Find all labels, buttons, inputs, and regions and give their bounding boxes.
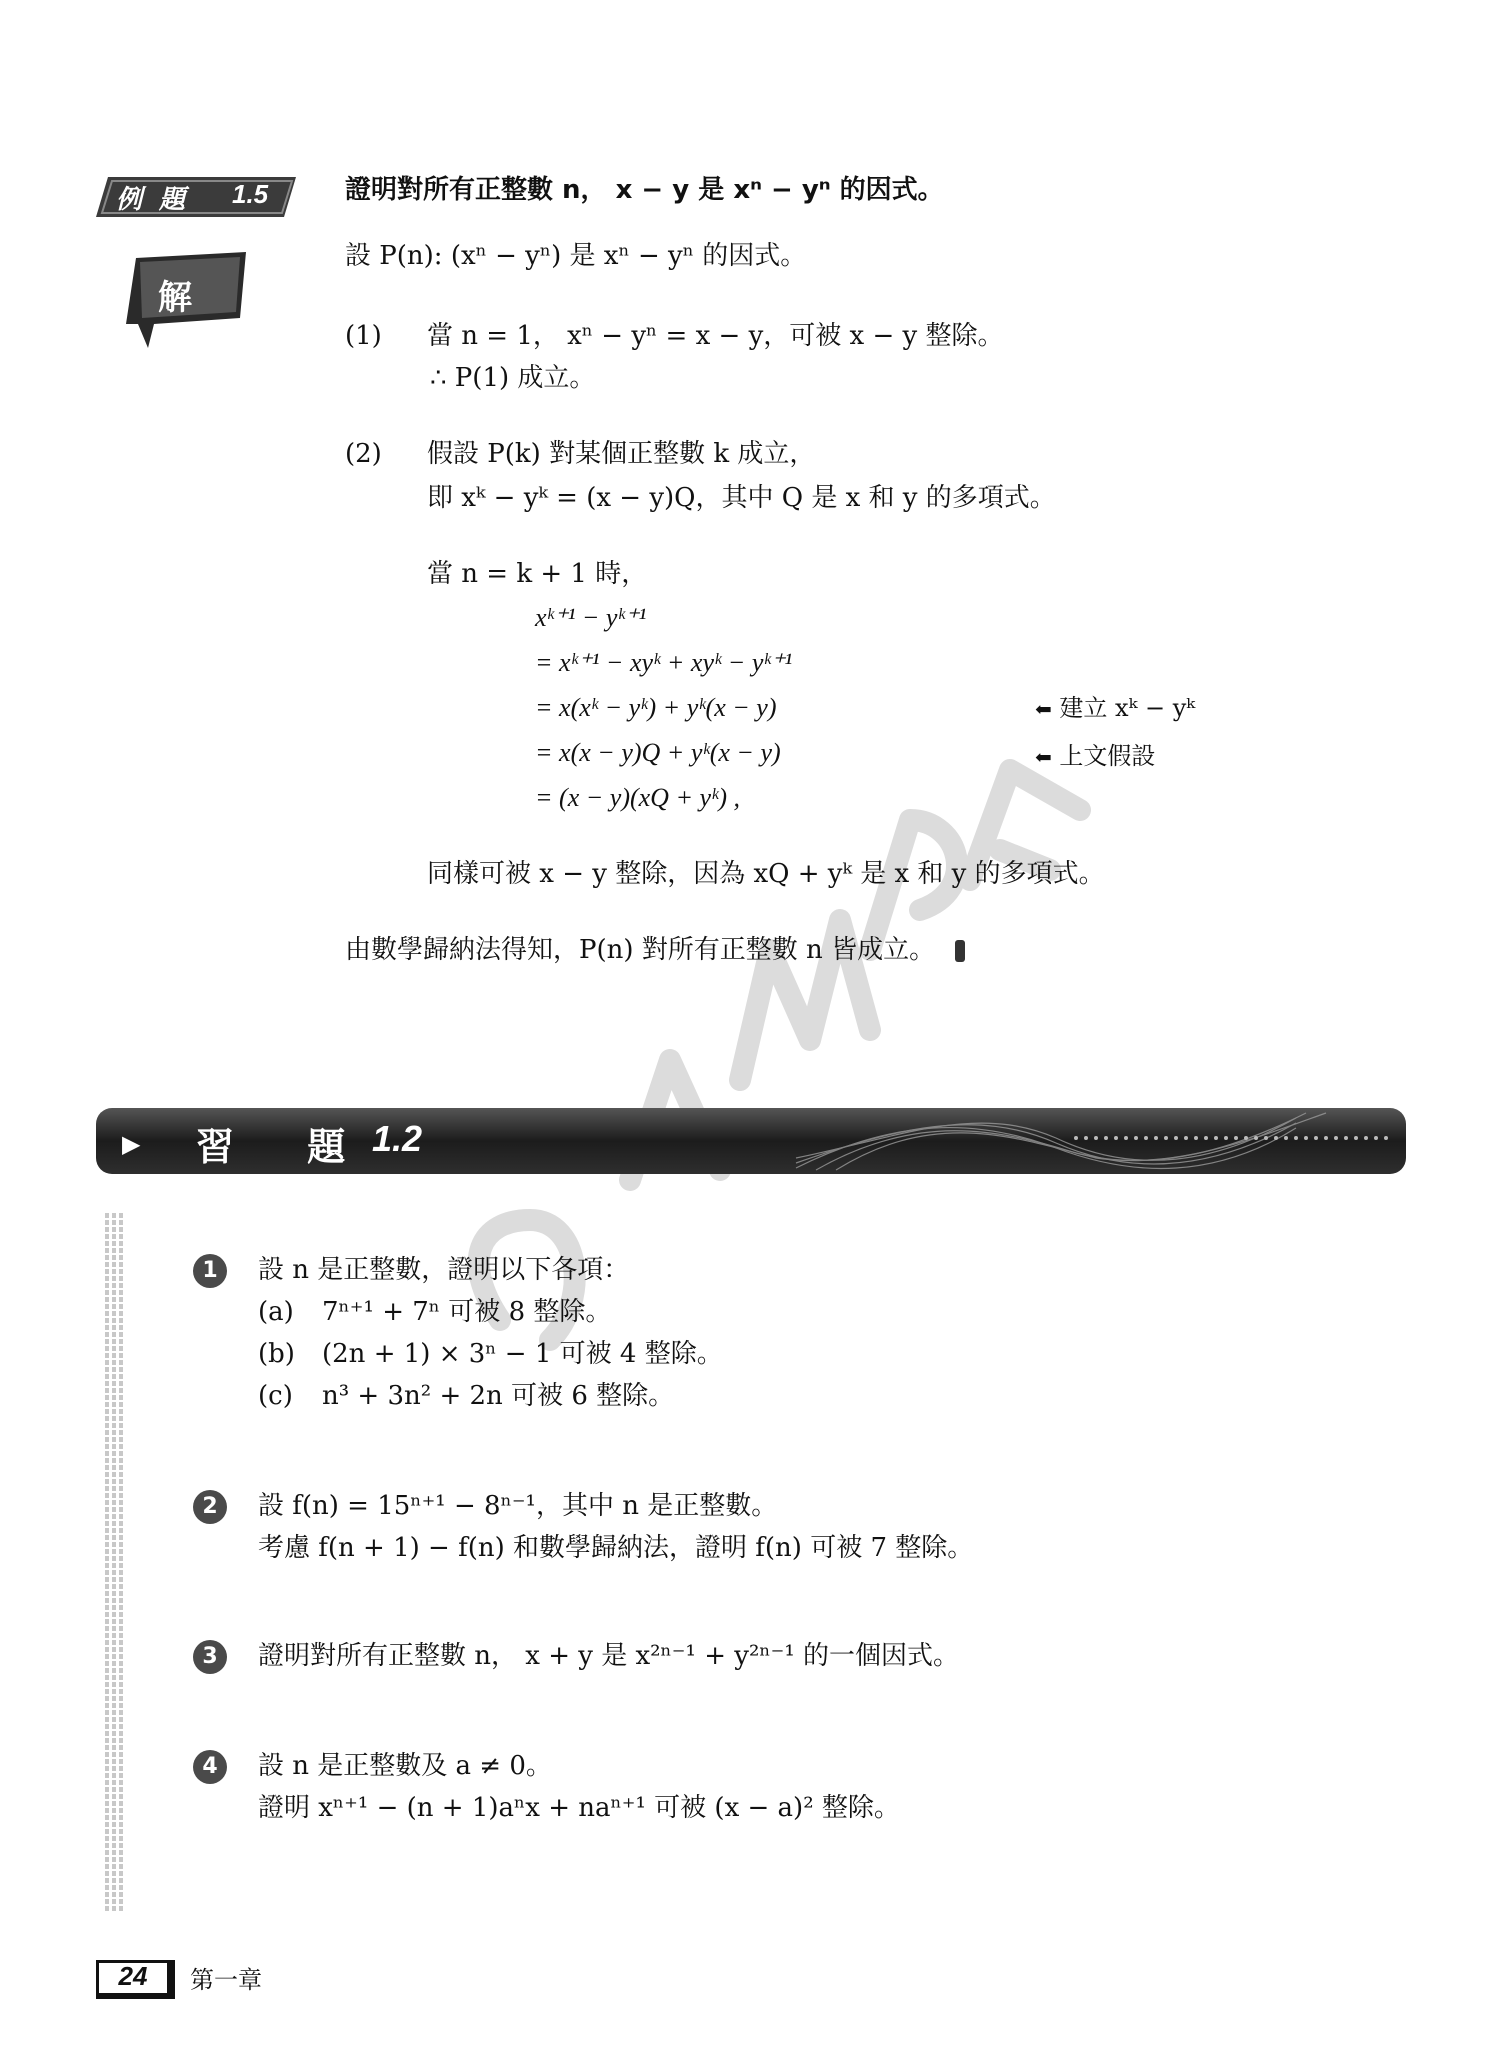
question-number-4: 4 xyxy=(193,1750,227,1784)
equation-line-3: = x(xᵏ − yᵏ) + yᵏ(x − y) xyxy=(535,693,777,722)
end-of-proof-icon xyxy=(955,940,965,962)
example-statement: 證明對所有正整數 n， x − y 是 xⁿ − yⁿ 的因式。 xyxy=(345,175,944,205)
question-1a-text: 7ⁿ⁺¹ + 7ⁿ 可被 8 整除。 xyxy=(322,1297,612,1327)
solution-tag xyxy=(118,248,258,348)
question-1b-label: (b) xyxy=(258,1339,295,1369)
example-tag-number: 1.5 xyxy=(232,179,269,209)
note-build xyxy=(1035,690,1195,727)
question-number-2: 2 xyxy=(193,1490,227,1524)
step1-line2: ∴ P(1) 成立。 xyxy=(430,363,596,393)
play-icon: ▶ xyxy=(122,1130,141,1158)
question-4-line1: 設 n 是正整數及 a ≠ 0。 xyxy=(258,1751,552,1781)
note-hypothesis xyxy=(1035,738,1155,775)
conclusion-text: 由數學歸納法得知，P(n) 對所有正整數 n 皆成立。 xyxy=(345,935,936,965)
example-tag-label: 例 題 xyxy=(116,185,190,215)
equation-line-5: = (x − y)(xQ + yᵏ) , xyxy=(535,783,741,812)
note-hypothesis-text: 上文假設 xyxy=(1059,742,1156,770)
question-1-text: 設 n 是正整數，證明以下各項： xyxy=(258,1255,630,1285)
question-number-1: 1 xyxy=(193,1254,227,1288)
solution-intro: 設 P(n): (xⁿ − yⁿ) 是 xⁿ − yⁿ 的因式。 xyxy=(345,241,807,271)
question-1c-label: (c) xyxy=(258,1381,293,1411)
step2-line4: 同樣可被 x − y 整除，因為 xQ + yᵏ 是 x 和 y 的多項式。 xyxy=(427,859,1105,889)
step1-label: (1) xyxy=(345,321,382,351)
page-number: 24 xyxy=(118,1961,148,1991)
question-number-3: 3 xyxy=(193,1640,227,1674)
equation-line-2: = xᵏ⁺¹ − xyᵏ + xyᵏ − yᵏ⁺¹ xyxy=(535,648,793,677)
exercise-banner-number: 1.2 xyxy=(372,1118,423,1159)
equation-line-1: xᵏ⁺¹ − yᵏ⁺¹ xyxy=(535,603,647,632)
question-3-text: 證明對所有正整數 n， x + y 是 x²ⁿ⁻¹ + y²ⁿ⁻¹ 的一個因式。 xyxy=(258,1641,960,1671)
question-1a-label: (a) xyxy=(258,1297,294,1327)
exercise-banner-label: 習 題 xyxy=(196,1125,376,1169)
step2-label: (2) xyxy=(345,439,382,469)
question-2-line1: 設 f(n) = 15ⁿ⁺¹ − 8ⁿ⁻¹，其中 n 是正整數。 xyxy=(258,1491,778,1521)
example-tag xyxy=(96,177,296,217)
exercise-banner xyxy=(96,1108,1406,1174)
page-number-box xyxy=(96,1960,175,1999)
equation-line-4: = x(x − y)Q + yᵏ(x − y) xyxy=(535,738,781,767)
step2-line2: 即 xᵏ − yᵏ = (x − y)Q，其中 Q 是 x 和 y 的多項式。 xyxy=(427,483,1056,513)
question-4-line2: 證明 xⁿ⁺¹ − (n + 1)aⁿx + naⁿ⁺¹ 可被 (x − a)² 整除。 xyxy=(258,1793,900,1823)
step2-line3: 當 n = k + 1 時， xyxy=(427,559,648,589)
left-arrow-icon: ⬅ xyxy=(1035,697,1052,721)
conclusion xyxy=(345,932,965,968)
step1-line1: 當 n = 1， xⁿ − yⁿ = x − y，可被 x − y 整除。 xyxy=(427,321,1004,351)
note-build-text: 建立 xᵏ − yᵏ xyxy=(1059,694,1196,722)
question-1b-text: (2n + 1) × 3ⁿ − 1 可被 4 整除。 xyxy=(322,1339,723,1369)
step2-line1: 假設 P(k) 對某個正整數 k 成立， xyxy=(427,439,816,469)
question-2-line2: 考慮 f(n + 1) − f(n) 和數學歸納法，證明 f(n) 可被 7 整除。 xyxy=(258,1533,974,1563)
left-arrow-icon: ⬅ xyxy=(1035,745,1052,769)
solution-tag-label: 解 xyxy=(158,278,192,318)
chapter-label: 第一章 xyxy=(190,1966,262,1994)
side-dots-decoration xyxy=(104,1212,126,1912)
question-1c-text: n³ + 3n² + 2n 可被 6 整除。 xyxy=(322,1381,675,1411)
